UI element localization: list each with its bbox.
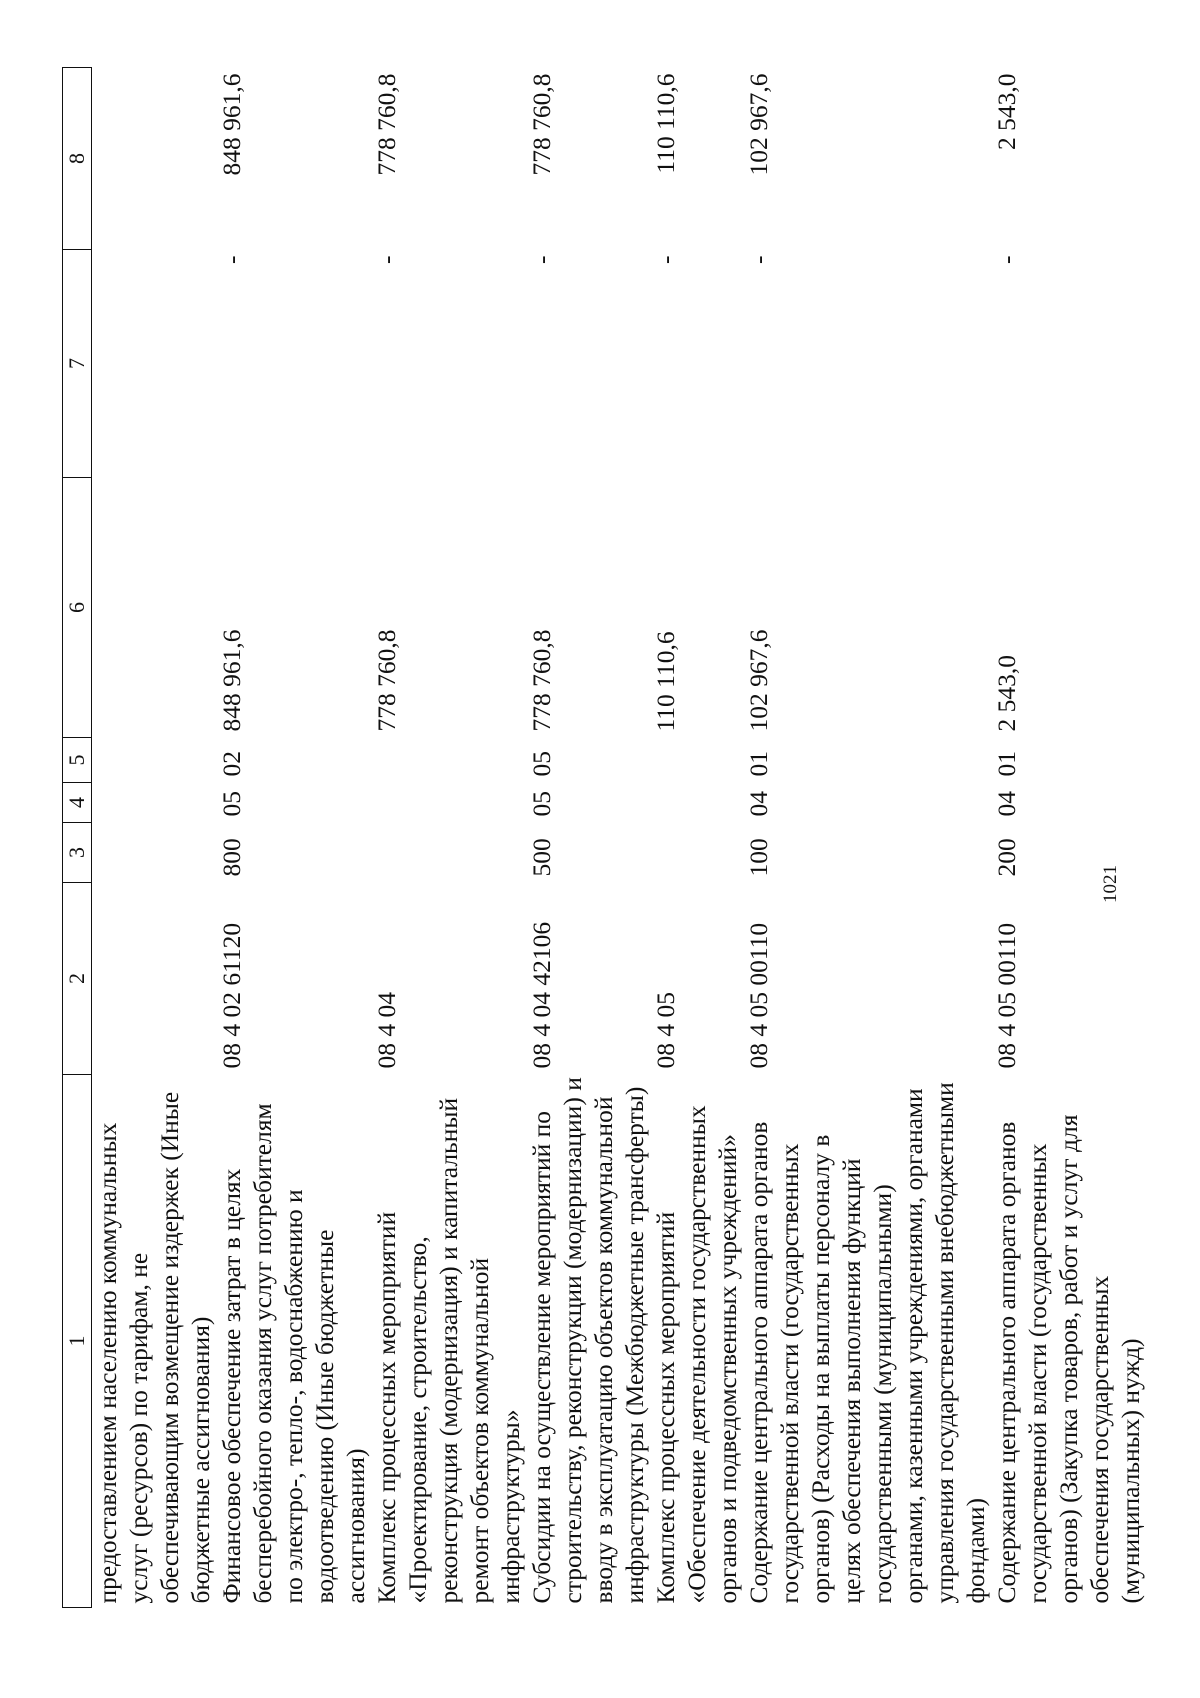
row-c6: 102 967,6 bbox=[744, 629, 773, 732]
row-c7: - bbox=[372, 255, 401, 264]
row-description: предоставлением населению коммунальных услуг (ресурсов) по тарифам, не обеспечивающим возмещение издержек (Иные бюджетные ассигнования) bbox=[93, 1091, 215, 1604]
row-c5 bbox=[650, 738, 743, 783]
row-c8: 102 967,6 bbox=[744, 73, 773, 176]
budget-table bbox=[62, 67, 1146, 1608]
row-c3: 500 bbox=[527, 838, 556, 877]
row-c3 bbox=[92, 823, 217, 883]
row-code: 08 4 05 00110 bbox=[992, 922, 1021, 1069]
header-row bbox=[63, 68, 92, 1608]
row-code bbox=[92, 883, 217, 1075]
table-row bbox=[991, 68, 1146, 1608]
row-description: Комплекс процессных мероприятий «Обеспечение деятельности государственных органов и подведомственных учреждений» bbox=[651, 1105, 742, 1604]
row-c6: 848 961,6 bbox=[217, 629, 246, 732]
row-c3: 200 bbox=[992, 838, 1021, 877]
row-description: Финансовое обеспечение затрат в целях бесперебойного оказания услуг потребителям по электро-, тепло-, водоснабжению и водоотведению (Иные бюджетные ассигнования) bbox=[217, 1103, 370, 1604]
row-c6: 110 110,6 bbox=[651, 631, 680, 732]
row-code: 08 4 04 bbox=[372, 992, 401, 1069]
row-c3 bbox=[650, 823, 743, 883]
row-c6: 778 760,8 bbox=[527, 629, 556, 732]
row-c8: 778 760,8 bbox=[527, 73, 556, 176]
row-description: Комплекс процессных мероприятий «Проектирование, строительство, реконструкция (модернизация) и капитальный ремонт объектов коммунальной инфраструктуры» bbox=[372, 1097, 525, 1604]
row-c8 bbox=[92, 68, 217, 250]
row-c7 bbox=[92, 250, 217, 478]
row-c7: - bbox=[744, 255, 773, 264]
row-description: Содержание центрального аппарата органов государственной власти (государственных органов) (Закупка товаров, работ и услуг для обеспечения государственных (муниципальных) нужд) bbox=[992, 1114, 1145, 1604]
row-c3: 800 bbox=[217, 838, 246, 877]
table-row bbox=[743, 68, 991, 1608]
col-header: 4 bbox=[63, 783, 92, 823]
row-c8: 110 110,6 bbox=[651, 73, 680, 174]
col-header: 6 bbox=[63, 478, 92, 738]
page-number: 1021 bbox=[1100, 865, 1121, 903]
col-header: 8 bbox=[63, 68, 92, 250]
row-c4 bbox=[92, 783, 217, 823]
row-c7: - bbox=[992, 255, 1021, 264]
row-c7: - bbox=[217, 255, 246, 264]
row-c5: 01 bbox=[744, 751, 773, 777]
row-c8: 778 760,8 bbox=[372, 73, 401, 176]
row-code: 08 4 05 00110 bbox=[744, 922, 773, 1069]
row-c7: - bbox=[527, 255, 556, 264]
col-header: 3 bbox=[63, 823, 92, 883]
row-code: 08 4 02 61120 bbox=[217, 922, 246, 1069]
row-c4: 05 bbox=[217, 791, 246, 817]
row-c6: 778 760,8 bbox=[372, 629, 401, 732]
table-row bbox=[526, 68, 650, 1608]
row-c7: - bbox=[651, 255, 680, 264]
col-header: 5 bbox=[63, 738, 92, 783]
row-code: 08 4 05 bbox=[651, 992, 680, 1069]
row-c6: 2 543,0 bbox=[992, 655, 1021, 732]
row-code: 08 4 04 42106 bbox=[527, 921, 556, 1069]
row-c5: 05 bbox=[527, 751, 556, 777]
row-c5 bbox=[371, 738, 526, 783]
row-c6 bbox=[92, 478, 217, 738]
table-row bbox=[216, 68, 371, 1608]
row-c4 bbox=[371, 783, 526, 823]
row-c3 bbox=[371, 823, 526, 883]
row-c5: 02 bbox=[217, 751, 246, 777]
row-c4 bbox=[650, 783, 743, 823]
table-row bbox=[92, 68, 217, 1608]
row-c3: 100 bbox=[744, 838, 773, 877]
row-c8: 2 543,0 bbox=[992, 73, 1021, 150]
row-c8: 848 961,6 bbox=[217, 73, 246, 176]
row-c5 bbox=[92, 738, 217, 783]
row-c4: 04 bbox=[992, 791, 1021, 817]
row-c4: 05 bbox=[527, 791, 556, 817]
row-description: Субсидии на осуществление мероприятий по строительству, реконструкции (модернизации) и вводу в эксплуатацию объектов коммунальной инфраструктуры (Межбюджетные трансферты) bbox=[527, 1077, 649, 1604]
col-header: 2 bbox=[63, 883, 92, 1075]
row-c5: 01 bbox=[992, 751, 1021, 777]
col-header: 1 bbox=[63, 1075, 92, 1608]
row-c4: 04 bbox=[744, 791, 773, 817]
table-row bbox=[371, 68, 526, 1608]
row-description: Содержание центрального аппарата органов государственной власти (государственных органов) (Расходы на выплаты персоналу в целях обеспечения выполнения функций государственными (муниципальными) органами, казенными учреждениями, органами управления государственными внебюджетными фондами) bbox=[744, 1082, 990, 1604]
table-row bbox=[650, 68, 743, 1608]
col-header: 7 bbox=[63, 250, 92, 478]
